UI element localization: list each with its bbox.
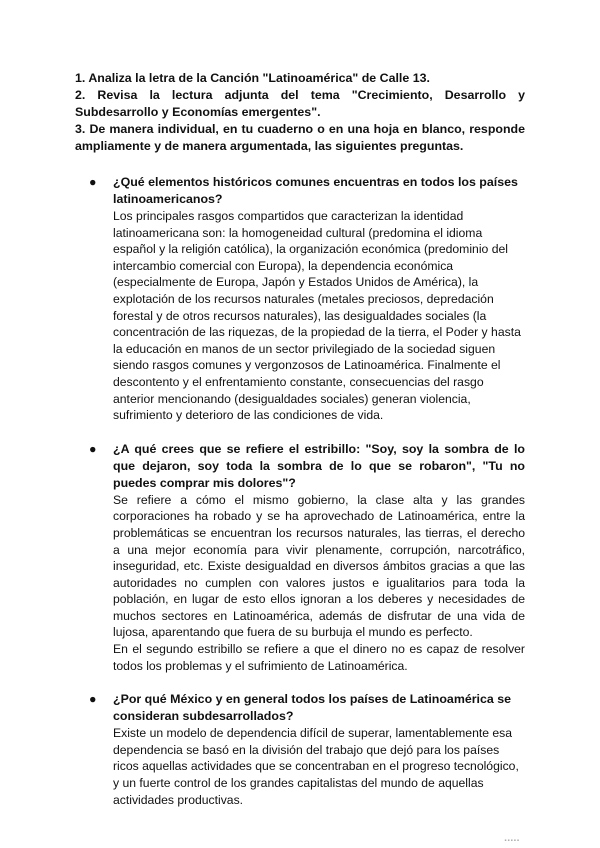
question-title: ¿Qué elementos históricos comunes encuentras en todos los países latinoamericanos? (113, 175, 518, 206)
question-item-1 (75, 174, 525, 424)
page-footer-mark: ▪▪▪▪▪ (504, 838, 520, 844)
question-answer-extra: En el segundo estribillo se refiere a que el dinero no es capaz de resolver todos los problemas y el sufrimiento de Latinoamérica. (113, 642, 525, 673)
question-item-2 (75, 441, 525, 675)
instructions-block (75, 70, 525, 155)
question-answer: Los principales rasgos compartidos que caracterizan la identidad latinoamericana son: la homogeneidad cultural (predomina el idioma español y la religión católica), la organización económica (predominio del intercambio comercial con Europa), la dependencia económica (especialmente de Europa, Japón y Estados Unidos de América), la explotación de los recursos naturales (metales preciosos, depredación forestal y de otros recursos naturales), las desigualdades sociales (la concentración de las riquezas, de la propiedad de la tierra, el Poder y hasta la educación en manos de un sector privilegiado de la sociedad siguen siendo rasgos comunes y vergonzosos de Latinoamérica. Finalmente el descontento y el enfrentamiento constante, consecuencias del rasgo anterior mencionando (desigualdades sociales) generan violencia, sufrimiento y deterioro de las condiciones de vida. (113, 209, 521, 423)
instruction-3: 3. De manera individual, en tu cuaderno o en una hoja en blanco, responde ampliamente y de manera argumentada, las siguientes preguntas. (75, 122, 525, 153)
question-answer: Existe un modelo de dependencia difícil de superar, lamentablemente esa dependencia se basó en la división del trabajo que dejó para los países ricos aquellas actividades que se concentraban en el progreso tecnológico, y un fuerte control de los grandes capitalistas del mundo de aquellas actividades productivas. (113, 726, 519, 807)
bullet-icon: ● (89, 175, 97, 189)
questions-list (75, 174, 525, 808)
bullet-icon: ● (89, 441, 97, 456)
instruction-1: 1. Analiza la letra de la Canción "Latinoamérica" de Calle 13. (75, 71, 430, 85)
question-title: ¿Por qué México y en general todos los países de Latinoamérica se consideran subdesarrollados? (113, 692, 512, 724)
question-title: ¿A qué crees que se refiere el estribillo: "Soy, soy la sombra de lo que dejaron, soy toda la sombra de lo que se robaron", "Tu no puedes comprar mis dolores"? (113, 441, 525, 490)
instruction-2: 2. Revisa la lectura adjunta del tema "Crecimiento, Desarrollo y Subdesarrollo y Economías emergentes". (75, 88, 525, 119)
bullet-icon: ● (89, 692, 97, 707)
question-answer: Se refiere a cómo el mismo gobierno, la clase alta y las grandes corporaciones ha robado y se ha aprovechado de Latinoamérica, entre la problemáticas se encuentran los recursos naturales, las tierras, el derecho a una mejor economía para vivir plenamente, corrupción, narcotráfico, inseguridad, etc. Existe desigualdad en diversos ámbitos gracias a que las autoridades no cumplen con valores justos e igualitarios para toda la población, en lugar de esto ellos ignoran a los deberes y necesidades de muchos sectores en Latinoamérica, además de disfrutar de una vida de lujosa, aparentando que fuera de su burbuja el mundo es perfecto. (113, 492, 525, 640)
question-item-3 (75, 691, 525, 808)
